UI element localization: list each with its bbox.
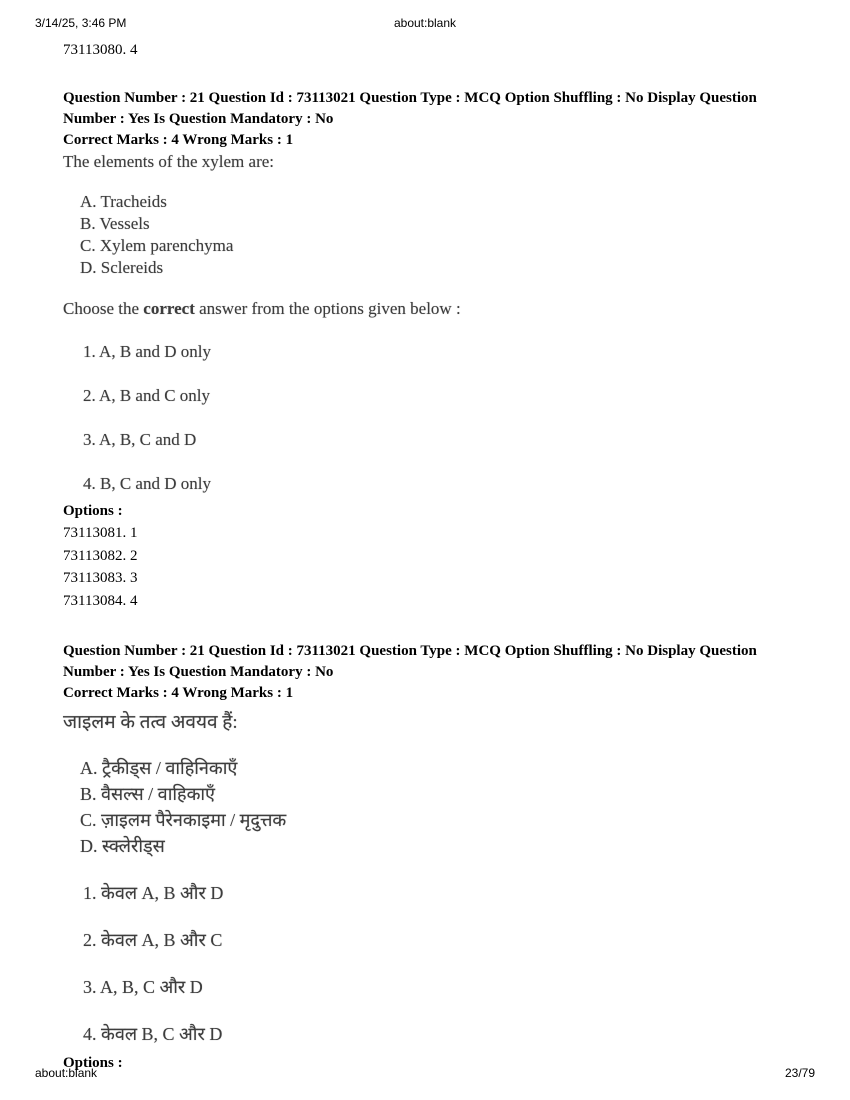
- statement-list: [80, 191, 773, 279]
- print-footer: [0, 1066, 850, 1082]
- statement-item-a: A. ट्रैकीड्स / वाहिनिकाएँ: [80, 758, 238, 778]
- option-id-3: 73113083. 3: [63, 570, 138, 586]
- statement-item-b: B. वैसल्स / वाहिकाएँ: [80, 784, 216, 804]
- statement-list: [80, 755, 773, 859]
- option-id-4: 73113084. 4: [63, 592, 138, 609]
- question-marks-line: Correct Marks : 4 Wrong Marks : 1: [63, 685, 294, 701]
- answer-choice-list: [83, 880, 773, 1047]
- answer-choice-1: 1. केवल A, B और D: [83, 883, 224, 903]
- choose-instruction-bold-word: correct: [143, 299, 195, 318]
- answer-choice-4: 4. केवल B, C और D: [83, 1024, 223, 1044]
- choose-instruction-suffix: answer from the options given below :: [194, 299, 461, 318]
- statement-item-d: D. Sclereids: [80, 258, 164, 277]
- question-meta-line: Question Number : 21 Question Id : 73113021 Question Type : MCQ Option Shuffling : No Display Question Number : Yes Is Question Mandatory : No: [63, 643, 757, 680]
- answer-choice-3: 3. A, B, C और D: [83, 977, 203, 997]
- options-label: Options :: [63, 503, 123, 519]
- choose-instruction-prefix: Choose the: [63, 299, 144, 318]
- statement-item-b: B. Vessels: [80, 214, 150, 233]
- question-marks-line: Correct Marks : 4 Wrong Marks : 1: [63, 132, 294, 148]
- footer-url: about:blank: [35, 1066, 98, 1080]
- option-id-1: 73113081. 1: [63, 525, 138, 541]
- statement-item-a: A. Tracheids: [80, 192, 167, 211]
- option-id-2: 73113082. 2: [63, 547, 138, 564]
- document-body: [63, 40, 773, 1072]
- question-stem: जाइलम के तत्व अवयव हैं:: [63, 712, 238, 733]
- statement-item-c: C. Xylem parenchyma: [80, 236, 234, 255]
- header-page-title: about:blank: [393, 16, 457, 30]
- question-meta-line: Question Number : 21 Question Id : 73113021 Question Type : MCQ Option Shuffling : No Display Question Number : Yes Is Question Mandatory : No: [63, 90, 757, 127]
- print-header: [0, 16, 850, 32]
- question-block-hindi: [63, 641, 773, 1072]
- previous-question-option-id: 73113080. 4: [63, 42, 138, 58]
- choose-instruction: [63, 299, 773, 319]
- statement-item-d: D. स्क्लेरीड्स: [80, 836, 165, 856]
- answer-choice-3: 3. A, B, C and D: [83, 430, 197, 449]
- header-datetime: 3/14/25, 3:46 PM: [35, 16, 127, 30]
- options-label: Options :: [63, 1055, 123, 1071]
- question-block-english: [63, 88, 773, 612]
- answer-choice-2: 2. केवल A, B और C: [83, 930, 223, 950]
- answer-choice-1: 1. A, B and D only: [83, 342, 211, 361]
- footer-page-number: 23/79: [784, 1066, 815, 1080]
- answer-choice-4: 4. B, C and D only: [83, 474, 211, 493]
- question-stem: The elements of the xylem are:: [63, 152, 274, 171]
- answer-choice-list: [83, 341, 773, 495]
- option-id-list: [63, 522, 773, 612]
- statement-item-c: C. ज़ाइलम पैरेनकाइमा / मृदुत्तक: [80, 810, 287, 830]
- answer-choice-2: 2. A, B and C only: [83, 386, 211, 405]
